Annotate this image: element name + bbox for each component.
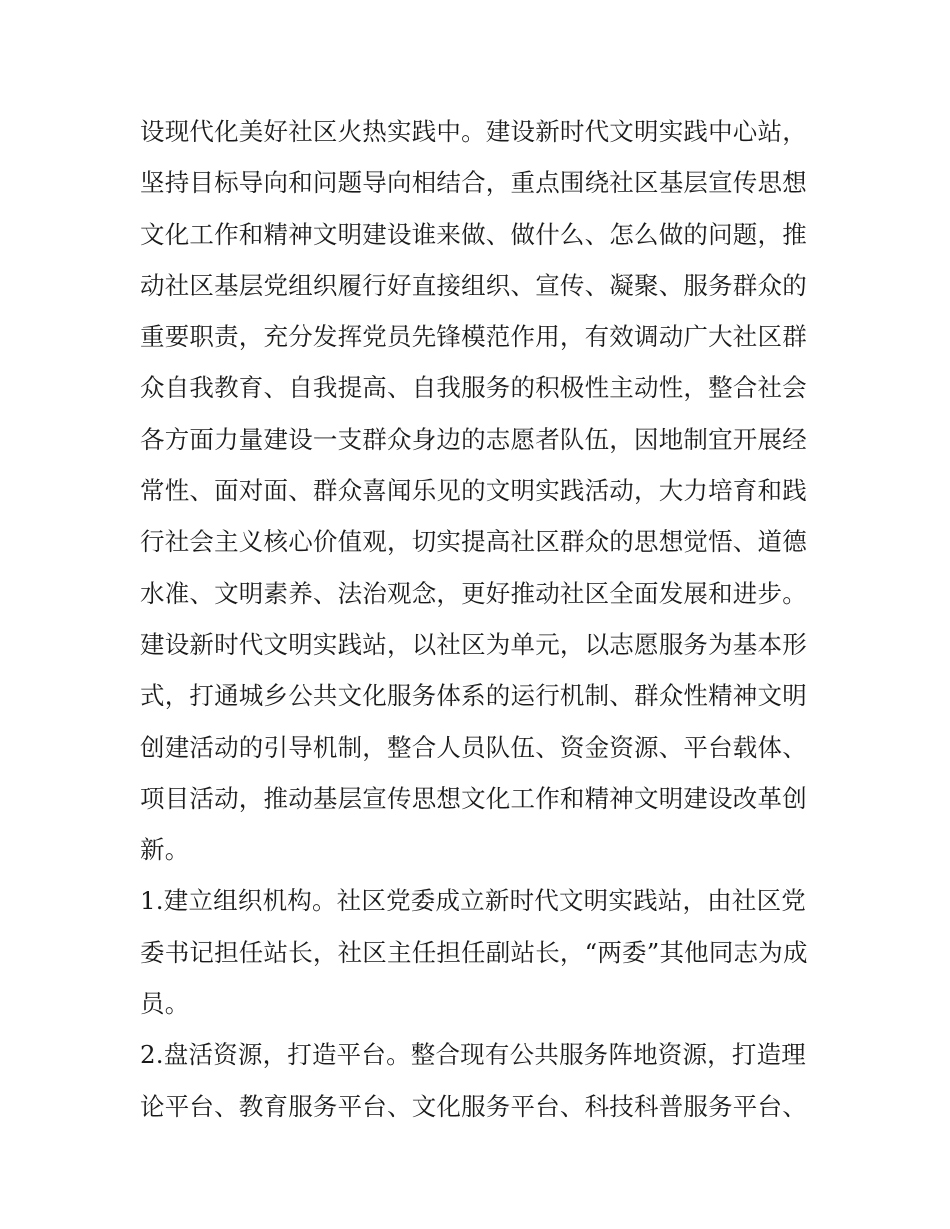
- text-line: 坚持目标导向和问题导向相结合，重点围绕社区基层宣传思想: [140, 168, 807, 198]
- text-line: 建设新时代文明实践站，以社区为单元，以志愿服务为基本形: [140, 629, 807, 659]
- text-line: 式，打通城乡公共文化服务体系的运行机制、群众性精神文明: [140, 681, 807, 711]
- text-line: 设现代化美好社区火热实践中。建设新时代文明实践中心站，: [140, 117, 807, 146]
- text-line: 动社区基层党组织履行好直接组织、宣传、凝聚、服务群众的: [140, 270, 807, 300]
- text-line: 论平台、教育服务平台、文化服务平台、科技科普服务平台、: [140, 1091, 807, 1121]
- document-body: [140, 106, 820, 1132]
- text-line: 众自我教育、自我提高、自我服务的积极性主动性，整合社会: [140, 373, 807, 403]
- text-line: 2.盘活资源，打造平台。整合现有公共服务阵地资源，打造理: [140, 1040, 806, 1070]
- text-line: 常性、面对面、群众喜闻乐见的文明实践活动，大力培育和践: [140, 476, 807, 506]
- text-line: 1.建立组织机构。社区党委成立新时代文明实践站，由社区党: [140, 886, 806, 916]
- text-line: 员。: [140, 989, 190, 1019]
- text-line: 重要职责，充分发挥党员先锋模范作用，有效调动广大社区群: [140, 322, 807, 352]
- text-line: 新。: [140, 835, 190, 865]
- text-line: 文化工作和精神文明建设谁来做、做什么、怎么做的问题，推: [140, 219, 807, 249]
- text-line: 委书记担任站长，社区主任担任副站长，“两委”其他同志为成: [140, 937, 808, 967]
- text-line: 项目活动，推动基层宣传思想文化工作和精神文明建设改革创: [140, 783, 807, 813]
- text-line: 创建活动的引导机制，整合人员队伍、资金资源、平台载体、: [140, 732, 807, 762]
- text-line: 行社会主义核心价值观，切实提高社区群众的思想觉悟、道德: [140, 527, 807, 557]
- text-line: 水准、文明素养、法治观念，更好推动社区全面发展和进步。: [140, 578, 807, 608]
- text-line: 各方面力量建设一支群众身边的志愿者队伍，因地制宜开展经: [140, 424, 807, 454]
